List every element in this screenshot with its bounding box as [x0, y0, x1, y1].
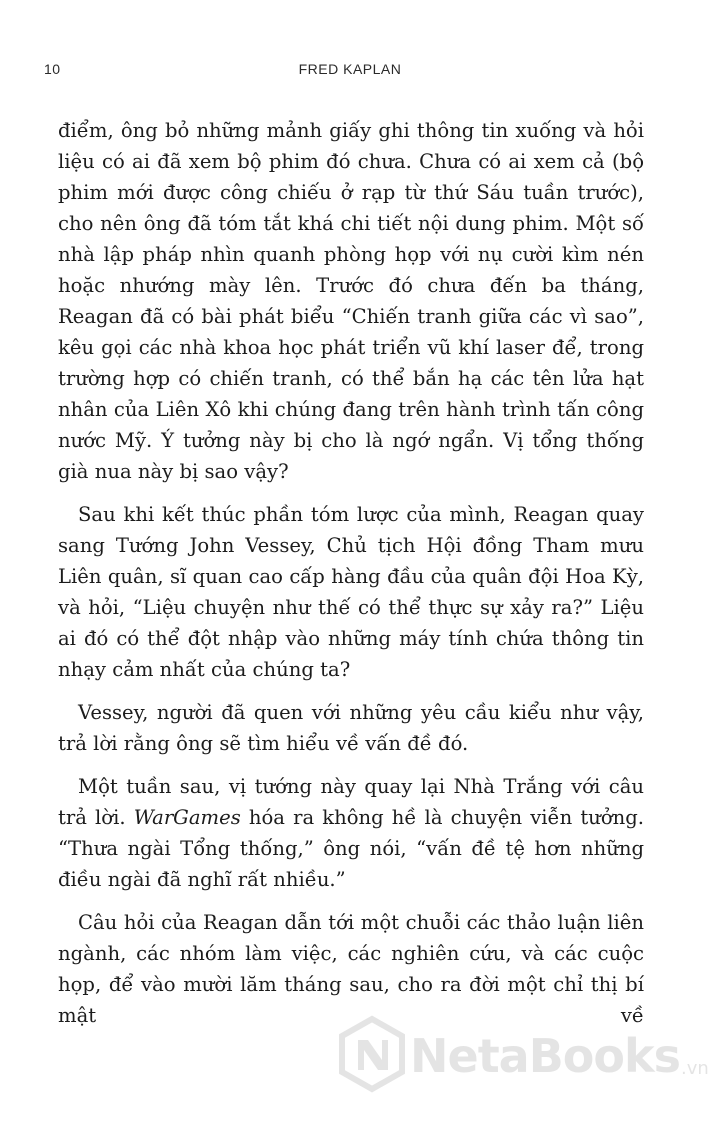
watermark-suffix: .vn [680, 1057, 709, 1079]
paragraph-4-text-after: hóa ra không hề là chuyện viễn tưởng. “Thưa ngài Tổng thống,” ông nói, “vấn đề tệ hơn những điều ngài đã nghĩ rất nhiều.” [58, 806, 645, 891]
paragraph-1 [58, 115, 644, 487]
paragraph-4-text-before: Một tuần sau, vị tướng này quay lại Nhà Trắng với câu trả lời. [58, 775, 644, 829]
paragraph-4 [58, 771, 644, 895]
italic-title: WarGames [133, 806, 241, 829]
paragraph-2 [58, 499, 644, 685]
paragraph-2-text: Sau khi kết thúc phần tóm lược của mình, Reagan quay sang Tướng John Vessey, Chủ tịch Hội đồng Tham mưu Liên quân, sĩ quan cao cấp hàng đầu của quân đội Hoa Kỳ, và hỏi, “Liệu chuyện như thế có thể thực sự xảy ra?” Liệu ai đó có thể đột nhập vào những máy tính chứa thông tin nhạy cảm nhất của chúng ta? [58, 503, 644, 681]
body-text [58, 115, 644, 1043]
running-title: FRED KAPLAN [298, 61, 402, 77]
netabooks-logo-icon [338, 1016, 406, 1092]
page-number: 10 [44, 61, 61, 77]
running-head [0, 55, 700, 85]
watermark-brand: NetaBooks [410, 1029, 680, 1083]
paragraph-5-text: Câu hỏi của Reagan dẫn tới một chuỗi các thảo luận liên ngành, các nhóm làm việc, các nghiên cứu, và các cuộc họp, để vào mười lăm tháng sau, cho ra đời một chỉ thị bí mật về [58, 911, 644, 1027]
watermark [338, 1009, 709, 1099]
paragraph-3 [58, 697, 644, 759]
paragraph-3-text: Vessey, người đã quen với những yêu cầu kiểu như vậy, trả lời rằng ông sẽ tìm hiểu về vấn đề đó. [58, 701, 644, 755]
paragraph-1-text: điểm, ông bỏ những mảnh giấy ghi thông tin xuống và hỏi liệu có ai đã xem bộ phim đó chưa. Chưa có ai xem cả (bộ phim mới được công chiếu ở rạp từ thứ Sáu tuần trước), cho nên ông đã tóm tắt khá chi tiết nội dung phim. Một số nhà lập pháp nhìn quanh phòng họp với nụ cười kìm nén hoặc nhướng mày lên. Trước đó chưa đến ba tháng, Reagan đã có bài phát biểu “Chiến tranh giữa các vì sao”, kêu gọi các nhà khoa học phát triển vũ khí laser để, trong trường hợp có chiến tranh, có thể bắn hạ các tên lửa hạt nhân của Liên Xô khi chúng đang trên hành trình tấn công nước Mỹ. Ý tưởng này bị cho là ngớ ngẩn. Vị tổng thống già nua này bị sao vậy? [58, 119, 644, 483]
